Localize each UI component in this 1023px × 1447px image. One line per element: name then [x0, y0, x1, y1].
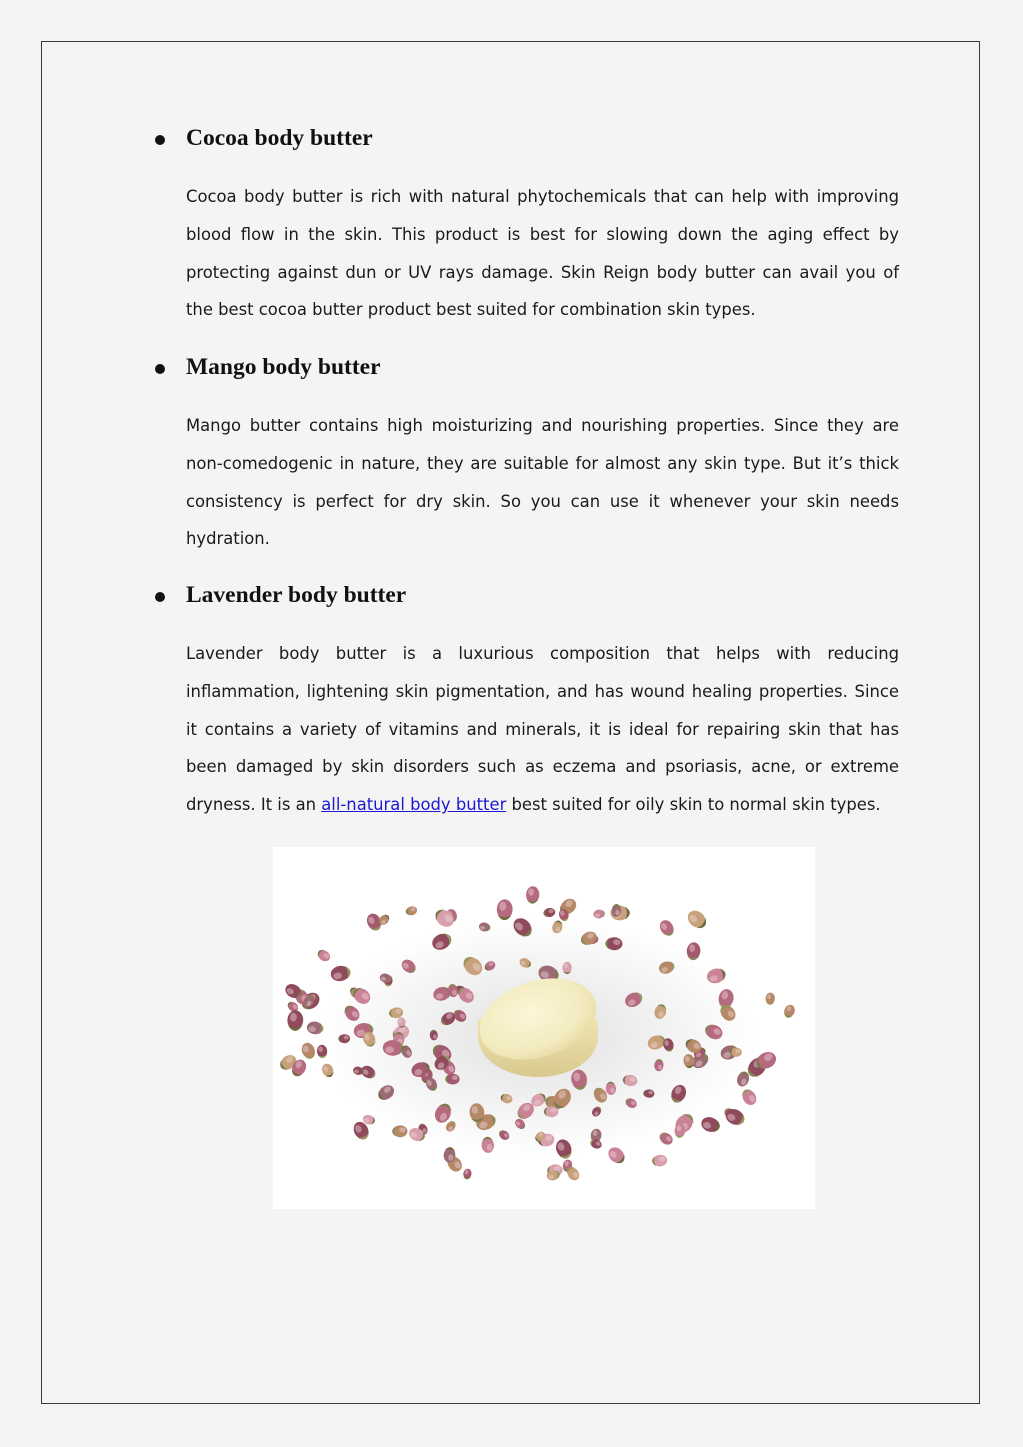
paragraph-line: been damaged by skin disorders such as eczema and psoriasis, acne, or extreme	[186, 757, 899, 777]
paragraph-line: the best cocoa butter product best suited for combination skin types.	[186, 300, 756, 320]
text-after-link: best suited for oily skin to normal skin types.	[506, 795, 881, 815]
text-before-link: dryness. It is an	[186, 795, 322, 815]
all-natural-body-butter-link[interactable]: all-natural body butter	[321, 795, 507, 815]
rosebud	[699, 1115, 722, 1135]
paragraph-line: Lavender body butter is a luxurious composition that helps with reducing	[186, 644, 899, 663]
rosebud	[445, 1074, 459, 1085]
paragraph-cocoa	[186, 178, 899, 329]
paragraph-lavender	[186, 635, 899, 824]
rosebud	[315, 947, 332, 963]
heading-mango-body-butter: Mango body butter	[186, 354, 381, 380]
bullet-lavender	[155, 592, 165, 602]
paragraph-line: consistency is perfect for dry skin. So you can use it whenever your skin needs	[186, 491, 899, 511]
rosebud	[496, 899, 513, 920]
rosebud	[287, 1010, 304, 1031]
rosebud	[405, 905, 418, 916]
rosebud	[526, 886, 540, 904]
paragraph-mango	[186, 407, 899, 558]
paragraph-line: hydration.	[186, 529, 270, 549]
rosebud	[765, 993, 775, 1005]
rosebud	[651, 1154, 667, 1167]
rosebud	[782, 1003, 796, 1019]
rosebud	[739, 1087, 759, 1108]
rosebud	[684, 907, 709, 932]
rosebud	[463, 1168, 473, 1180]
rosebud	[299, 1041, 317, 1061]
body-butter-bar-with-rosebuds-image	[273, 847, 815, 1209]
paragraph-line: blood flow in the skin. This product is best for slowing down the aging effect by	[186, 224, 899, 244]
rosebud	[593, 909, 606, 919]
rosebud	[657, 918, 676, 939]
rosebud	[543, 907, 556, 918]
paragraph-line: Mango butter contains high moisturizing and nourishing properties. Since they are	[186, 416, 899, 435]
paragraph-line: protecting against dun or UV rays damage. Skin Reign body butter can avail you of	[186, 262, 899, 282]
paragraph-line: inflammation, lightening skin pigmentation, and has wound healing properties. Since	[186, 681, 899, 701]
paragraph-line	[186, 786, 899, 824]
paragraph-line: it contains a variety of vitamins and minerals, it is ideal for repairing skin that has	[186, 719, 899, 739]
heading-cocoa-body-butter: Cocoa body butter	[186, 125, 373, 151]
document-page	[41, 41, 980, 1404]
body-butter-photo	[273, 847, 815, 1209]
heading-lavender-body-butter: Lavender body butter	[186, 582, 407, 608]
bullet-mango	[155, 364, 165, 374]
paragraph-line: non-comedogenic in nature, they are suitable for almost any skin type. But it’s thick	[186, 453, 899, 473]
paragraph-line: Cocoa body butter is rich with natural phytochemicals that can help with improving	[186, 187, 899, 206]
bullet-cocoa	[155, 135, 165, 145]
